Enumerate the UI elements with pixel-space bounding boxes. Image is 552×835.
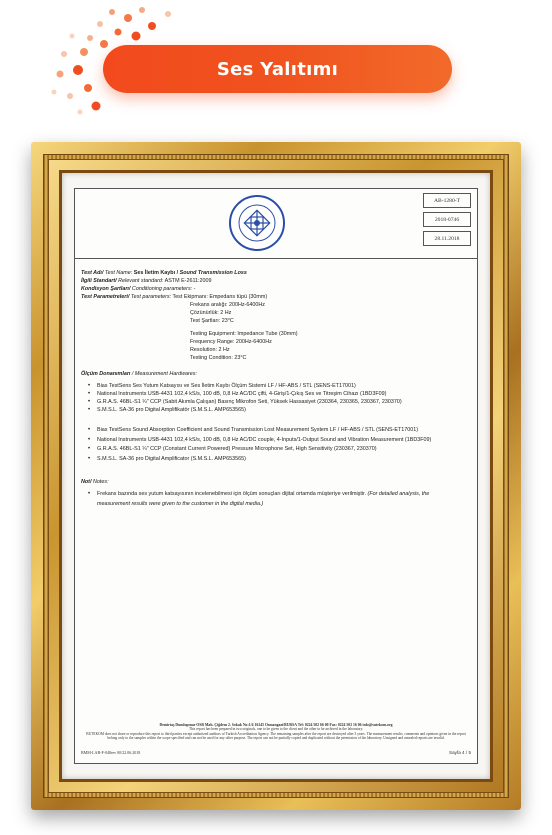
conditioning-row: Kondisyon Şartları/ Conditioning parameters: -	[81, 286, 196, 292]
footer-disclaimer: BUTEKOM does not share or reproduce this report to third parties except authorized auditors of Turkish Accreditation Agency. The remaining samples after the report are destroyed after 3 years. The measurement results, comments and opinions given in the report belong only to the samples within the scope specified and can not be used for any other purpose. The report can not be partially copied and duplicated without the permission of the laboratory. Unsigned and unsealed reports are invalid.	[86, 731, 466, 741]
footer-originals-note: This report has been prepared in two originals, one to be given to the client and the other to be archived in the laboratory.	[188, 727, 364, 732]
list-item: • National Instruments USB-4431 102,4 kS/s, 100 dB, 0,8 Hz AC/DC çifti, 4-Giriş/1-Çıkış Ses ve Titreşim Cihazı (1BD3F09)	[97, 390, 471, 398]
param-en-0: Testing Equipment: Impedance Tube (30mm)	[190, 331, 298, 337]
notes-heading: Not/ Notes:	[81, 479, 109, 485]
hardware-heading: Ölçüm Donanımları / Measurement Hardwares:	[81, 371, 197, 377]
list-item: • Bias TestSens Sound Absorption Coefficient and Sound Transmission Lost Measurement System LF / HF-ABS / STL (SENS-ET17001)	[97, 426, 471, 436]
report-date: 28.11.2018	[423, 231, 471, 246]
param-en-3: Testing Condition: 23°C	[190, 355, 247, 361]
list-item: • Bias TestSens Ses Yutum Katsayısı ve Ses İletim Kaybı Ölçüm Sistemi LF / HF-ABS / STL (SENS-ET17001)	[97, 382, 471, 390]
page-number: Sayfa 4 / 5	[449, 750, 471, 755]
list-item: • S.M.S.L. SA-36 pro Digital Amplifikatör (S.M.S.L. AMP653565)	[97, 406, 471, 414]
certificate-paper	[62, 173, 490, 779]
hardware-list-en	[81, 426, 471, 464]
footer-address: Demirtaş Dumlupınar OSB Mah. Çiğdem 2. Sokak No:1/4 16245 Osmangazi/BURSA Tel: 0224 502 66 00 Fax: 0224 502 16 06 info@sutekom.org	[159, 722, 393, 727]
param-en-2: Resolution: 2 Hz	[190, 347, 230, 353]
list-item: • National Instruments USB-4431 102,4 kS/s, 100 dB, 0,8 Hz AC/DC couple, 4-Inputs/1-Output Sound and Vibration Measurement (1BD3F09)	[97, 436, 471, 446]
page-title: Ses Yalıtımı	[216, 58, 339, 80]
frame-inner-molding	[48, 159, 504, 793]
param-tr-1: Çözünürlük: 2 Hz	[190, 310, 232, 316]
title-pill	[103, 45, 452, 93]
frame-molding	[43, 154, 509, 798]
list-item: • G.R.A.S. 46BL-S1 ¼" CCP (Sabit Akımla Çalışan) Basınç Mikrofon Seti, Yüksek Hassasiyet (230364, 230365, 230367, 230370)	[97, 398, 471, 406]
hardware-list-tr	[81, 382, 471, 414]
form-code: BMM-LAB-F-048rev 00/22.06.2018	[81, 750, 141, 755]
standard-row: İlgili Standart/ Relevant standard: ASTM E-2611:2009	[81, 278, 212, 284]
list-item: • S.M.S.L. SA-36 pro Digital Amplificator (S.M.S.L. AMP653565)	[97, 455, 471, 465]
gold-frame	[31, 142, 521, 810]
param-tr-2: Test Şartları: 23°C	[190, 318, 234, 324]
ref-number: AB-1280-T	[423, 193, 471, 208]
sutekom-seal-icon	[227, 193, 287, 253]
frame-border	[59, 170, 493, 782]
test-report-document	[74, 188, 478, 764]
notes-list	[81, 490, 471, 509]
document-content	[81, 269, 471, 509]
param-en-1: Frequency Range: 200Hz-6400Hz	[190, 339, 272, 345]
document-header	[75, 189, 477, 259]
parameters-row: Test Parametreleri/ Test parameters: Test Ekipmanı: Empedans tüpü (30mm)	[81, 294, 268, 300]
report-number: 2018-0746	[423, 212, 471, 227]
list-item: • G.R.A.S. 46BL-S1 ¼" CCP (Constant Current Powered) Pressure Microphone Set, High Sensitivity (230367, 230370)	[97, 445, 471, 455]
list-item: • Frekans bazında ses yutum katsayısının incelenebilmesi için ölçüm sonuçları dijital ortamda müşteriye verilmiştir. (For detailed analysis, the measurement results were given to the customer in the digital media.)	[97, 490, 471, 509]
param-tr-0: Frekans aralığı: 200Hz-6400Hz	[190, 302, 265, 308]
document-footer	[81, 723, 471, 741]
test-name-row: Test Adı/ Test Name: Ses İletim Kaybı / Sound Transmission Loss	[81, 270, 247, 276]
